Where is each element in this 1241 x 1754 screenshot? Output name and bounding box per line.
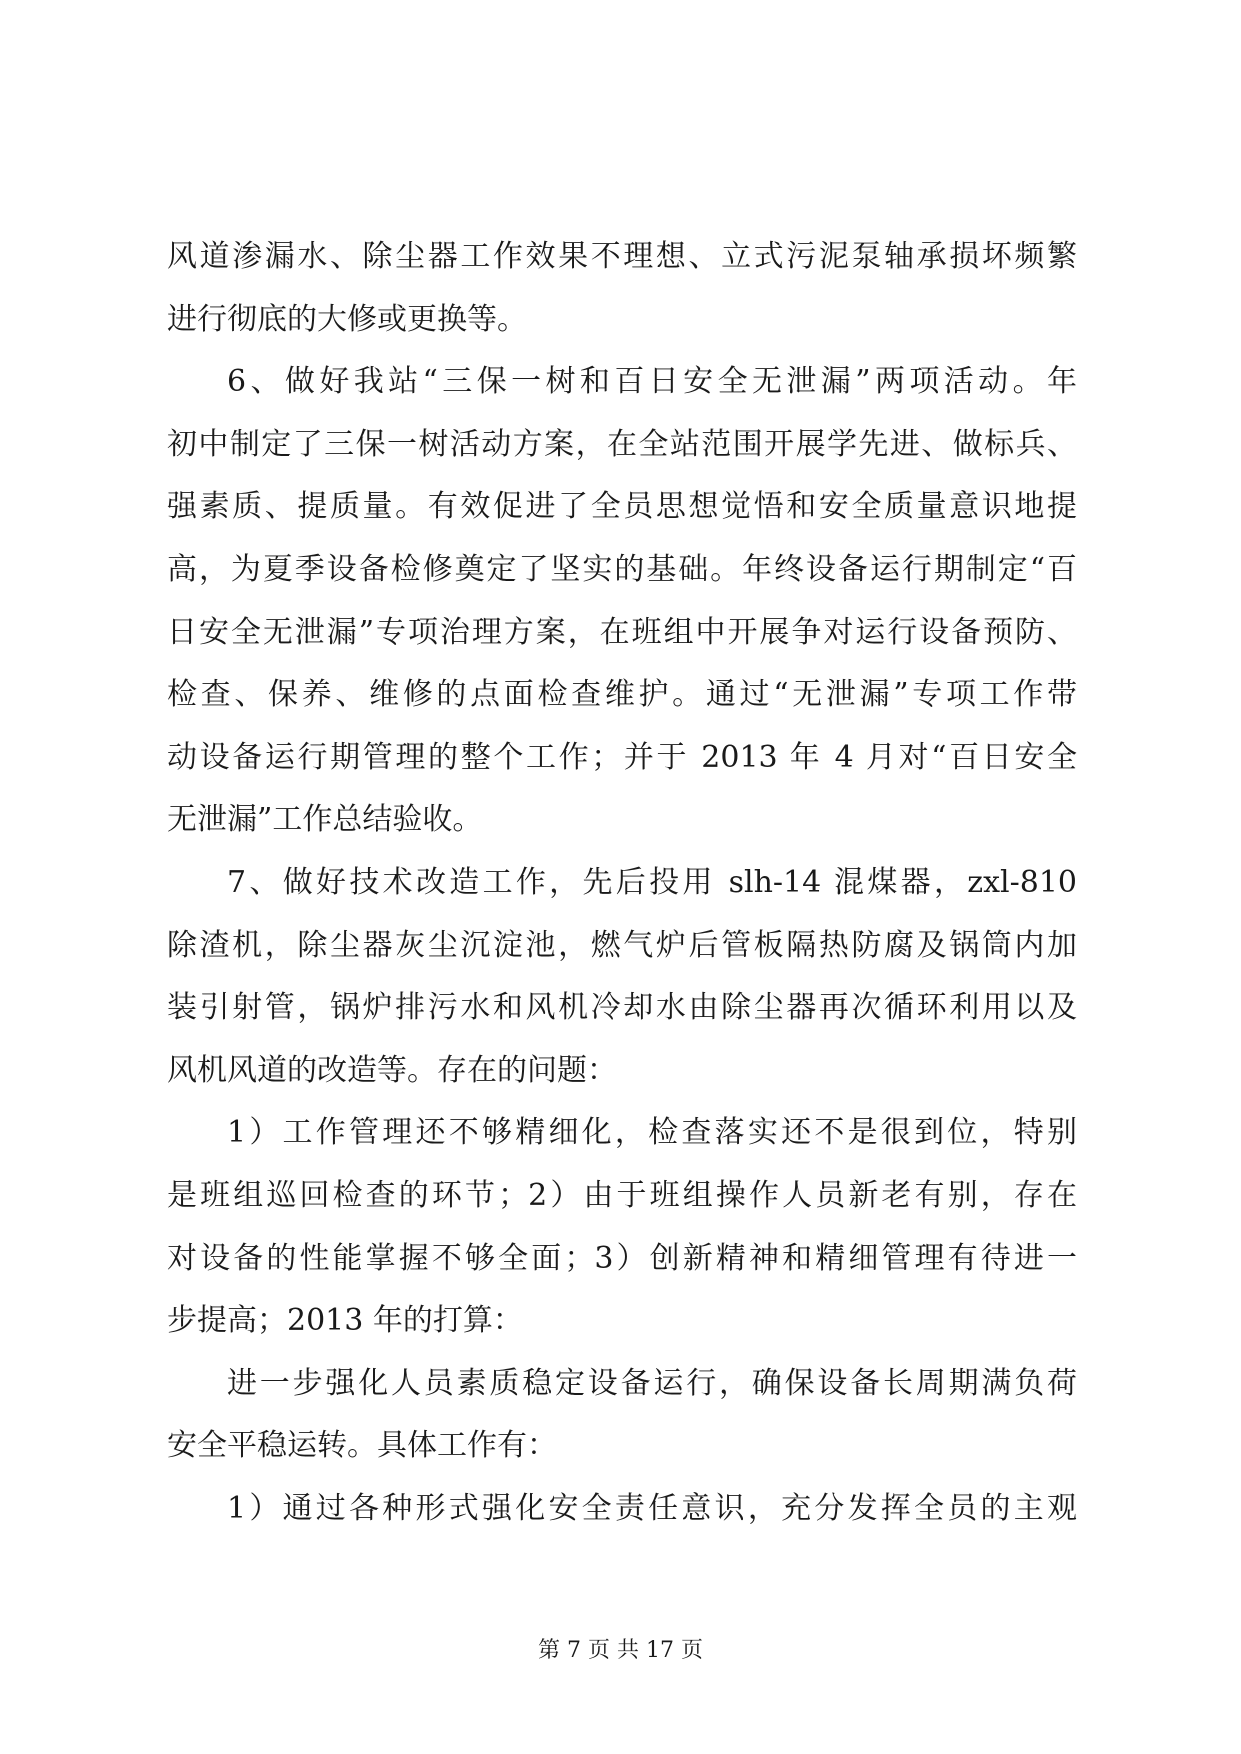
text-line: 无泄漏”工作总结验收。 xyxy=(167,802,483,838)
text-line: 步提高；2013 年的打算： xyxy=(167,1303,523,1339)
text-line: 安全平稳运转。具体工作有： xyxy=(167,1428,557,1464)
text-line: 对设备的性能掌握不够全面；3）创新精神和精细管理有待进一 xyxy=(167,1240,1077,1276)
text-line: 强素质、提质量。有效促进了全员思想觉悟和安全质量意识地提 xyxy=(167,489,1077,525)
page-number-footer: 第 7 页 共 17 页 xyxy=(538,1638,703,1663)
text-line: 初中制定了三保一树活动方案，在全站范围开展学先进、做标兵、 xyxy=(167,426,1077,462)
text-line: 除渣机，除尘器灰尘沉淀池，燃气炉后管板隔热防腐及锅筒内加 xyxy=(167,927,1077,963)
text-line: 日安全无泄漏”专项治理方案，在班组中开展争对运行设备预防、 xyxy=(167,614,1077,650)
text-line: 是班组巡回检查的环节；2）由于班组操作人员新老有别，存在 xyxy=(167,1177,1077,1213)
text-line: 装引射管，锅炉排污水和风机冷却水由除尘器再次循环利用以及 xyxy=(167,990,1077,1026)
text-line: 风机风道的改造等。存在的问题： xyxy=(167,1052,617,1088)
paragraph-start-line: 1）工作管理还不够精细化，检查落实还不是很到位，特别 xyxy=(227,1115,1077,1151)
text-line: 进行彻底的大修或更换等。 xyxy=(167,301,527,337)
text-line: 检查、保养、维修的点面检查维护。通过“无泄漏”专项工作带 xyxy=(167,677,1077,713)
document-body xyxy=(167,226,1077,1540)
text-line: 动设备运行期管理的整个工作；并于 2013 年 4 月对“百日安全 xyxy=(167,739,1077,775)
paragraph-start-line: 进一步强化人员素质稳定设备运行，确保设备长周期满负荷 xyxy=(227,1365,1077,1401)
paragraph-start-line: 1）通过各种形式强化安全责任意识，充分发挥全员的主观 xyxy=(227,1490,1077,1526)
paragraph-start-line: 7、做好技术改造工作，先后投用 slh-14 混煤器，zxl-810 xyxy=(227,864,1077,900)
paragraph-start-line: 6、做好我站“三保一树和百日安全无泄漏”两项活动。年 xyxy=(227,364,1077,400)
text-line: 风道渗漏水、除尘器工作效果不理想、立式污泥泵轴承损坏频繁 xyxy=(167,239,1077,274)
text-line: 高，为夏季设备检修奠定了坚实的基础。年终设备运行期制定“百 xyxy=(167,551,1077,587)
